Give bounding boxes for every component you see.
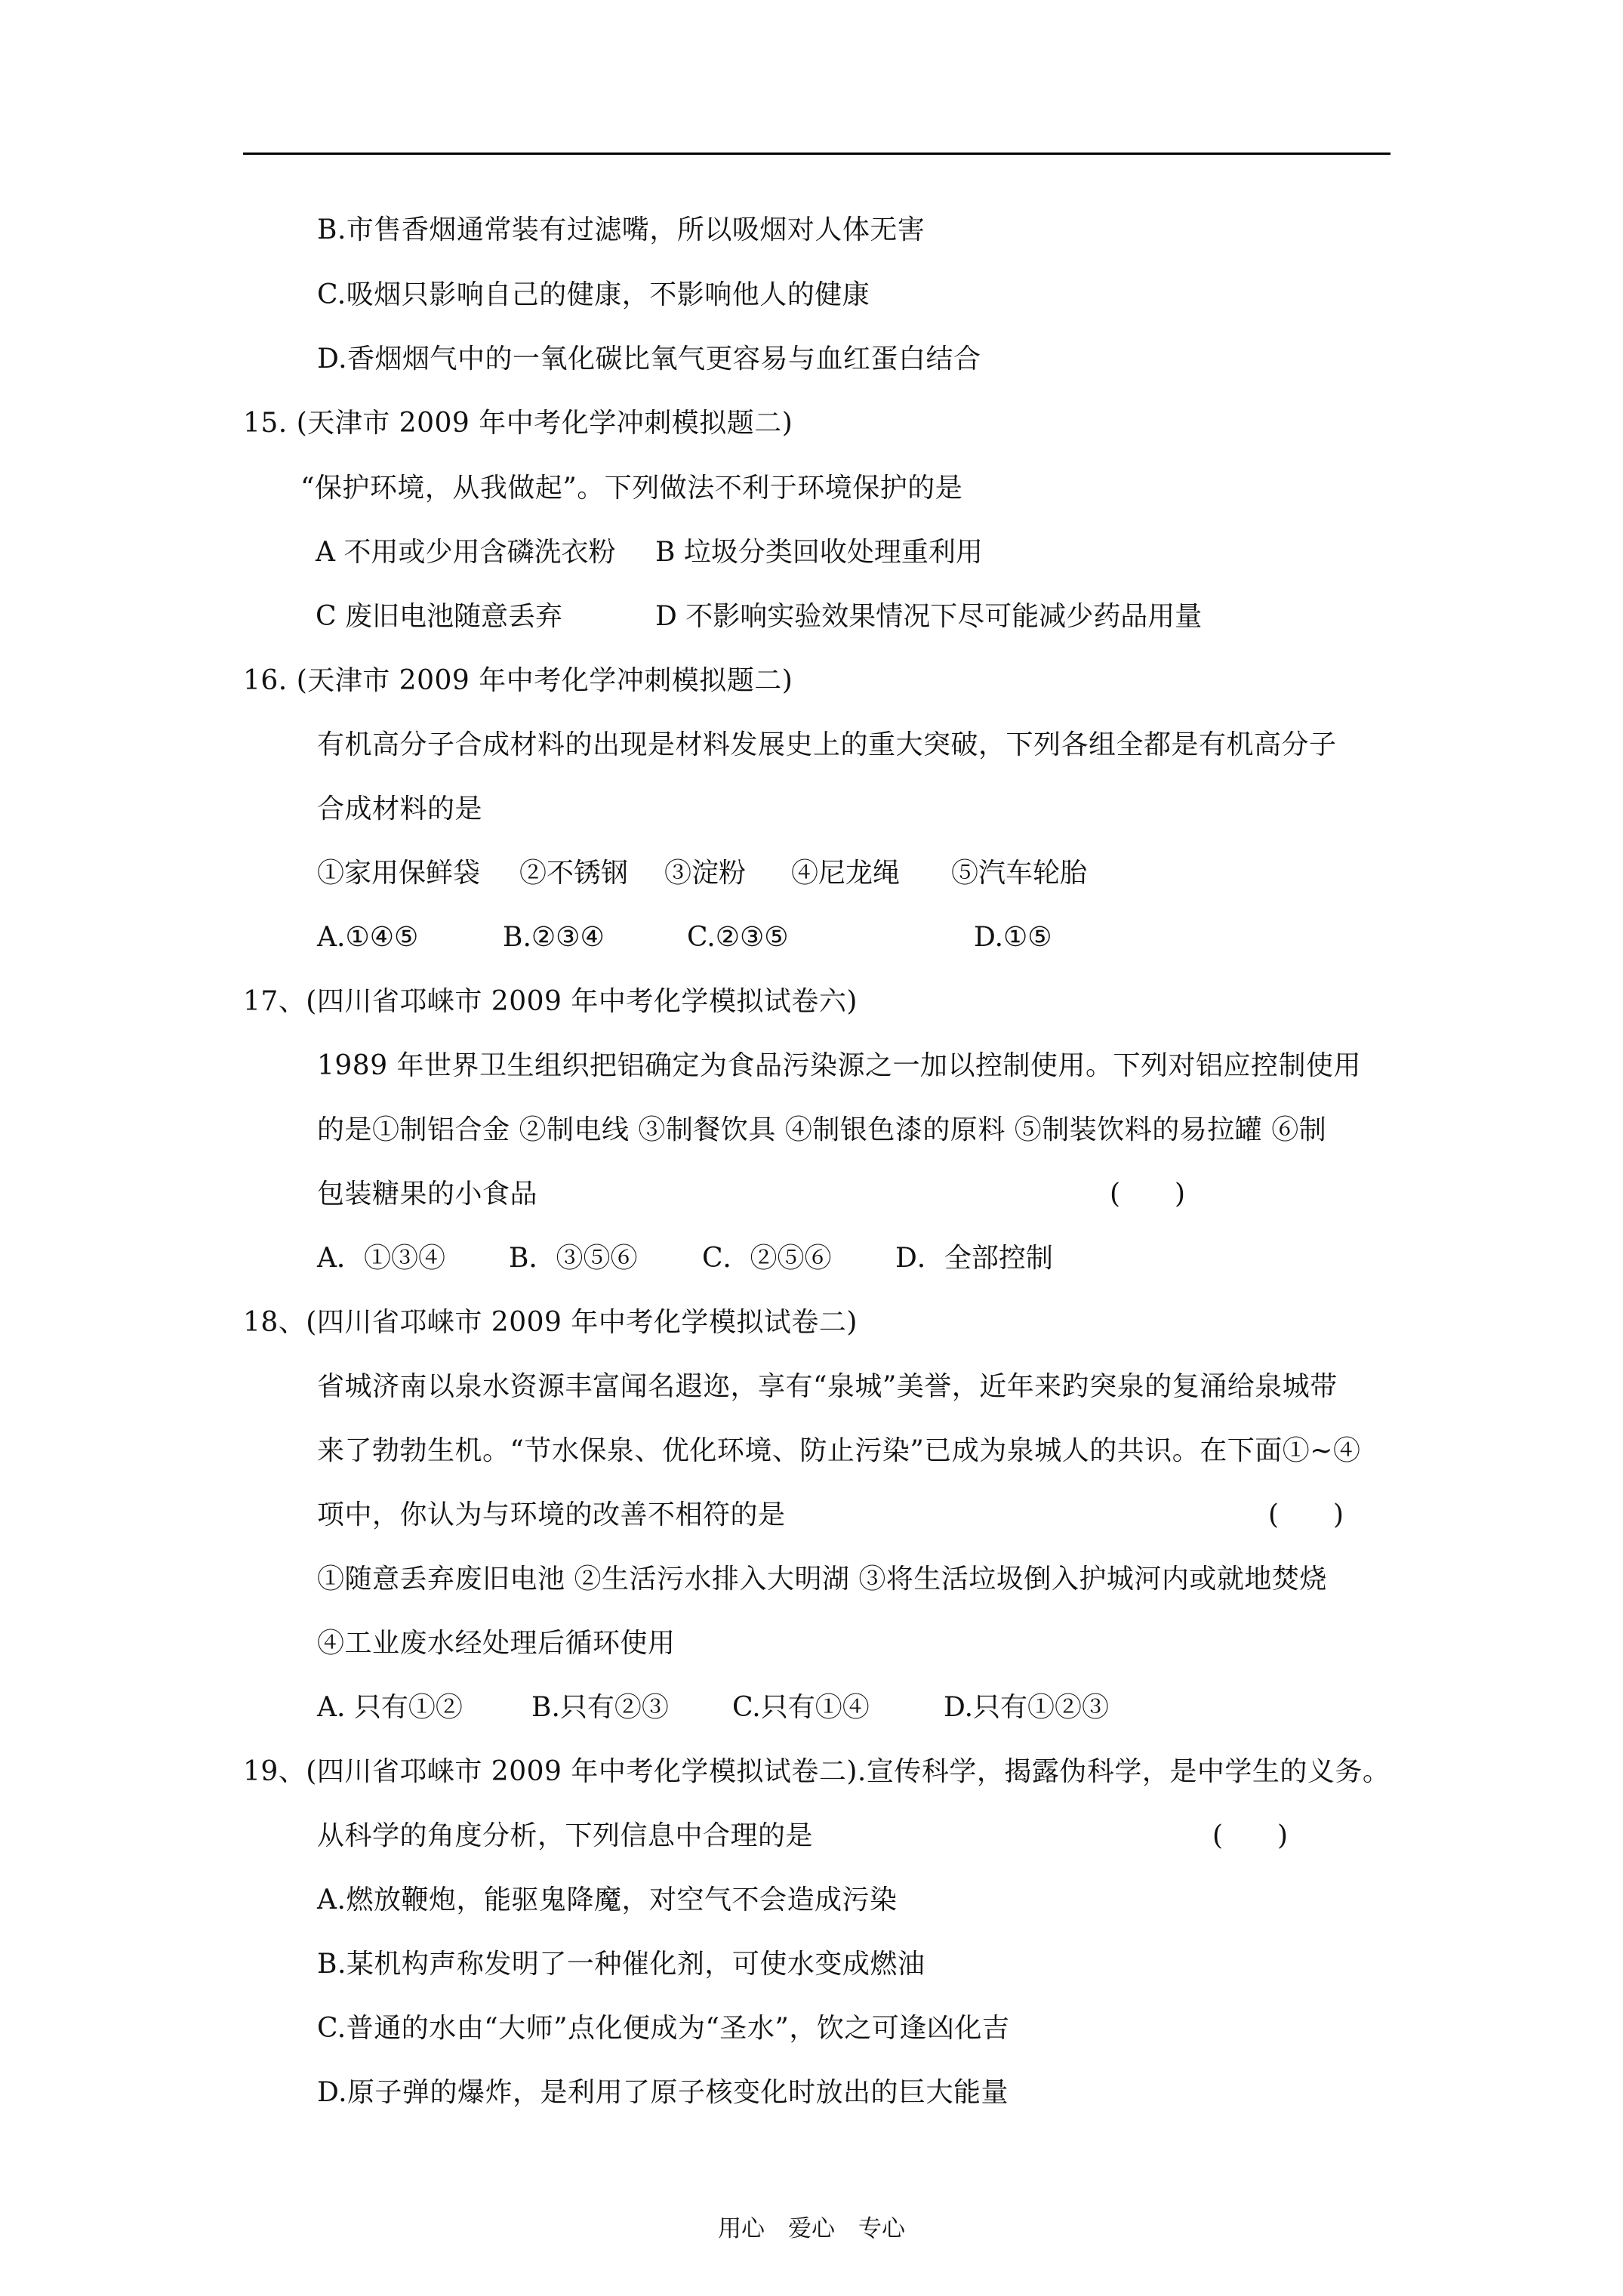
q17-option-b: B．③⑤⑥ bbox=[509, 1243, 638, 1274]
q19-option-c: C.普通的水由“大师”点化便成为“圣水”，饮之可逢凶化吉 bbox=[317, 2013, 1010, 2044]
q17-stem-line1: 1989 年世界卫生组织把铝确定为食品污染源之一加以控制使用。下列对铝应控制使用 bbox=[317, 1050, 1362, 1081]
q16-option-a: A.①④⑤ bbox=[317, 922, 419, 953]
q18-option-c: C.只有①④ bbox=[732, 1692, 870, 1723]
q16-item-4: ④尼龙绳 bbox=[791, 858, 901, 889]
q18-header: 18、(四川省邛崃市 2009 年中考化学模拟试卷二) bbox=[243, 1307, 858, 1338]
q16-stem-line1: 有机高分子合成材料的出现是材料发展史上的重大突破，下列各组全都是有机高分子 bbox=[317, 729, 1337, 760]
q16-item-5: ⑤汽车轮胎 bbox=[951, 858, 1088, 889]
header-rule bbox=[243, 153, 1390, 155]
q19-option-a: A.燃放鞭炮，能驱鬼降魔，对空气不会造成污染 bbox=[317, 1885, 898, 1915]
q19-answer-paren: ( ) bbox=[1212, 1820, 1289, 1851]
q15-option-d: D 不影响实验效果情况下尽可能减少药品用量 bbox=[655, 601, 1203, 632]
q19-option-d: D.原子弹的爆炸，是利用了原子核变化时放出的巨大能量 bbox=[317, 2077, 1009, 2108]
q16-header: 16. (天津市 2009 年中考化学冲刺模拟题二) bbox=[243, 665, 793, 696]
q16-option-b: B.②③④ bbox=[503, 922, 605, 953]
q16-item-2: ②不锈钢 bbox=[519, 858, 629, 889]
q19-header: 19、(四川省邛崃市 2009 年中考化学模拟试卷二).宣传科学，揭露伪科学，是中学生的义务。 bbox=[243, 1756, 1390, 1787]
q16-item-3: ③淀粉 bbox=[664, 858, 747, 889]
q19-stem: 从科学的角度分析，下列信息中合理的是 bbox=[317, 1820, 814, 1851]
q14-option-b: B.市售香烟通常装有过滤嘴，所以吸烟对人体无害 bbox=[317, 214, 925, 245]
q15-option-c: C 废旧电池随意丢弃 bbox=[316, 601, 562, 632]
q18-items-line2: ④工业废水经处理后循环使用 bbox=[317, 1628, 676, 1659]
q14-option-c: C.吸烟只影响自己的健康，不影响他人的健康 bbox=[317, 279, 870, 310]
q15-stem: “保护环境，从我做起”。下列做法不利于环境保护的是 bbox=[300, 473, 963, 504]
q17-stem-line3: 包装糖果的小食品 bbox=[317, 1179, 538, 1210]
q16-option-d: D.①⑤ bbox=[974, 922, 1052, 953]
q16-item-1: ①家用保鲜袋 bbox=[317, 858, 481, 889]
q17-option-c: C．②⑤⑥ bbox=[702, 1243, 832, 1274]
page-footer: 用心 爱心 专心 bbox=[718, 2215, 905, 2242]
q18-stem-line3: 项中，你认为与环境的改善不相符的是 bbox=[317, 1499, 786, 1530]
q17-header: 17、(四川省邛崃市 2009 年中考化学模拟试卷六) bbox=[243, 986, 858, 1017]
q15-header: 15. (天津市 2009 年中考化学冲刺模拟题二) bbox=[243, 408, 793, 439]
q16-stem-line2: 合成材料的是 bbox=[317, 794, 483, 824]
q19-option-b: B.某机构声称发明了一种催化剂，可使水变成燃油 bbox=[317, 1949, 925, 1980]
q18-answer-paren: ( ) bbox=[1268, 1499, 1344, 1530]
q17-option-d: D．全部控制 bbox=[895, 1243, 1053, 1274]
q17-answer-paren: ( ) bbox=[1110, 1179, 1186, 1210]
q18-stem-line1: 省城济南以泉水资源丰富闻名遐迩，享有“泉城”美誉，近年来趵突泉的复涌给泉城带 bbox=[317, 1371, 1338, 1402]
q14-option-d: D.香烟烟气中的一氧化碳比氧气更容易与血红蛋白结合 bbox=[317, 344, 981, 374]
q17-stem-line2: 的是①制铝合金 ②制电线 ③制餐饮具 ④制银色漆的原料 ⑤制装饮料的易拉罐 ⑥制 bbox=[317, 1114, 1327, 1145]
q18-stem-line2: 来了勃勃生机。“节水保泉、优化环境、防止污染”已成为泉城人的共识。在下面①~④ bbox=[317, 1435, 1361, 1466]
q18-option-a: A. 只有①② bbox=[317, 1692, 463, 1723]
q18-items-line1: ①随意丢弃废旧电池 ②生活污水排入大明湖 ③将生活垃圾倒入护城河内或就地焚烧 bbox=[317, 1564, 1327, 1595]
q16-option-c: C.②③⑤ bbox=[687, 922, 789, 953]
q17-option-a: A．①③④ bbox=[317, 1243, 445, 1274]
q15-option-a: A 不用或少用含磷洗衣粉 bbox=[316, 537, 616, 568]
q18-option-d: D.只有①②③ bbox=[944, 1692, 1110, 1723]
q18-option-b: B.只有②③ bbox=[531, 1692, 669, 1723]
q15-option-b: B 垃圾分类回收处理重利用 bbox=[655, 537, 983, 568]
